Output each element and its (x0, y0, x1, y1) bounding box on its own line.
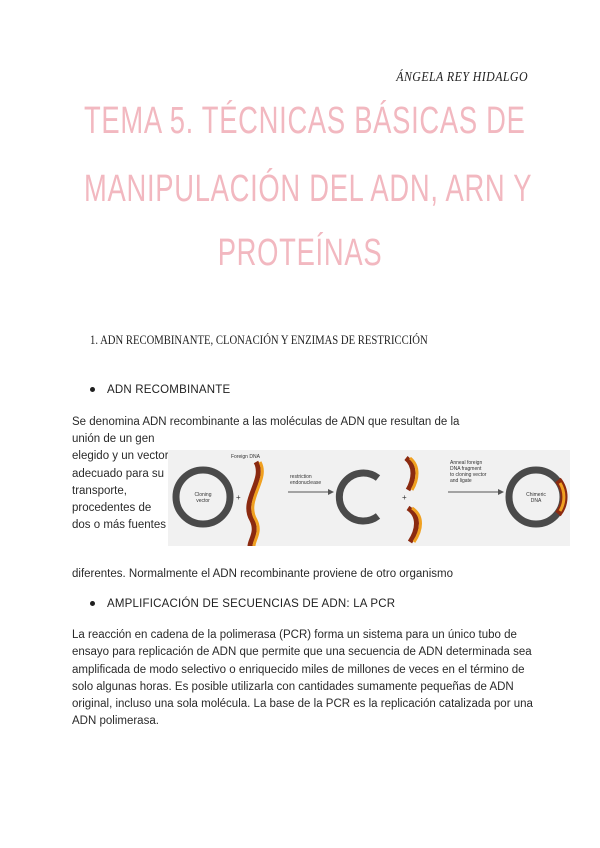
anneal-label-4: and ligate (450, 478, 472, 484)
restriction-label-1: restriction (290, 474, 312, 480)
bullet-label: ADN RECOMBINANTE (107, 384, 231, 396)
paragraph-1-last-line: diferentes. Normalmente el ADN recombinante proviene de otro organismo (72, 568, 453, 580)
chimeric-label-1: Chimeric (526, 492, 546, 498)
anneal-label-2: DNA fragment (450, 466, 482, 472)
title-line-2: MANIPULACIÓN DEL ADN, ARN Y (83, 168, 533, 210)
paragraph-1-first-line: Se denomina ADN recombinante a las moléculas de ADN que resultan de la (72, 416, 460, 428)
bullet-recombinant (90, 384, 230, 396)
recombinant-dna-diagram (168, 450, 570, 546)
paragraph-1-wrapped: unión de un gen elegido y un vector adecuado para su transporte, procedentes de dos o más fuentes (72, 433, 169, 532)
anneal-label-3: to cloning vector (450, 472, 487, 478)
plus-sign-2: + (402, 493, 407, 502)
plus-sign-1: + (236, 493, 241, 502)
cloning-label-2: vector (196, 498, 210, 504)
chimeric-label-2: DNA (530, 498, 542, 504)
bullet-pcr (90, 598, 395, 610)
paragraph-2: La reacción en cadena de la polimerasa (PCR) forma un sistema para un único tubo de ensayo para replicación de ADN que permite que una secuencia de ADN determinada sea amplificada de modo selectivo o enriquecido miles de millones de veces en el término de solo algunas horas. Es posible utilizarla con cantidades sumamente pequeñas de ADN original, incluso una sola molécula. La base de la PCR es la replicación catalizada por una ADN polimerasa. (72, 629, 533, 728)
cloning-label-1: Cloning (194, 492, 212, 498)
insert-fragment-bottom-dark (408, 508, 417, 542)
title-line-1: TEMA 5. TÉCNICAS BÁSICAS DE (83, 100, 526, 142)
bullet-label: AMPLIFICACIÓN DE SECUENCIAS DE ADN: LA PCR (107, 598, 396, 610)
arrow-2-head (498, 489, 504, 495)
foreign-dna-label: Foreign DNA (231, 454, 260, 460)
author-name: ÁNGELA REY HIDALGO (396, 70, 528, 85)
title-line-3: PROTEÍNAS (217, 232, 383, 274)
bullet-dot-icon (90, 601, 95, 606)
arrow-1-head (328, 489, 334, 495)
bullet-dot-icon (90, 387, 95, 392)
anneal-label-1: Anneal foreign (450, 460, 483, 466)
cut-vector-ring (339, 473, 378, 521)
restriction-label-2: endonuclease (290, 480, 322, 486)
section-heading: 1. ADN RECOMBINANTE, CLONACIÓN Y ENZIMAS DE RESTRICCIÓN (90, 332, 428, 347)
insert-fragment-top-dark (406, 458, 413, 490)
